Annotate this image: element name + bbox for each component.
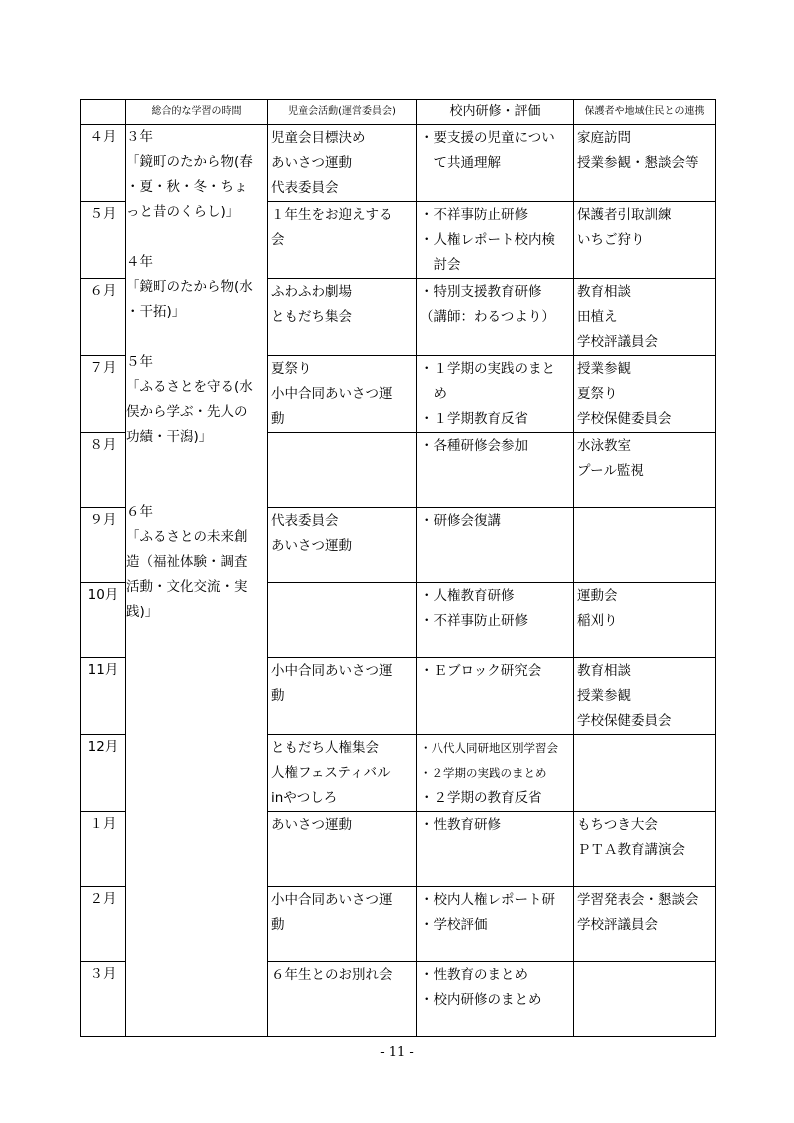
community-line: 学校保健委員会 [577,713,672,729]
community-line: 授業参観・懇談会等 [577,155,699,171]
month-cell: ２月 [81,887,126,962]
integrated-study-line: 造（福祉体験・調査 [126,554,248,570]
school-training-cell [417,658,574,735]
integrated-study-line: 「鏡町のたから物(水 [126,279,253,295]
integrated-study-line: 俣から学ぶ・先人の [126,404,248,420]
community-cell [574,125,716,202]
student-council-line: 代表委員会 [271,513,339,529]
school-training-line: ・不祥事防止研修 [420,613,528,629]
student-council-line: 人権フェスティバル [271,765,391,781]
student-council-line: ふわふわ劇場 [271,284,352,300]
integrated-study-line [126,225,267,250]
student-council-line: 小中合同あいさつ運 [271,386,393,402]
integrated-study-line [126,475,267,500]
school-training-line: ・人権レポート校内検 [420,232,555,248]
student-council-cell [268,433,417,508]
community-cell [574,583,716,658]
school-training-cell [417,125,574,202]
integrated-study-line: 践)」 [126,604,159,620]
integrated-study-line: ・夏・秋・冬・ちょ [126,179,248,195]
community-line: 教育相談 [577,663,631,679]
integrated-study-line: ６年 [126,504,153,520]
school-training-line: ・学校評価 [420,917,488,933]
community-line: 田植え [577,309,618,325]
school-training-cell [417,812,574,887]
annual-plan-table [80,99,716,1037]
community-line: 授業参観 [577,688,631,704]
community-line: ＰＴＡ教育講演会 [577,842,685,858]
integrated-study-line: ５年 [126,354,153,370]
school-training-cell [417,356,574,433]
school-training-cell [417,433,574,508]
school-training-line: 討会 [420,257,461,273]
header-row [81,100,716,125]
school-training-line: ・２学期の教育反省 [420,790,542,806]
integrated-study-line [126,325,267,350]
month-cell: ４月 [81,125,126,202]
school-training-line: ・Ｅブロック研究会 [420,663,542,679]
integrated-study-line: 「ふるさとの未来創 [126,529,248,545]
student-council-line: 児童会目標決め [271,130,366,146]
community-cell [574,735,716,812]
student-council-cell [268,658,417,735]
community-cell [574,433,716,508]
school-training-line: ・研修会復講 [420,513,501,529]
community-cell [574,812,716,887]
school-training-line: （講師：わるつより） [420,309,555,325]
student-council-line: 会 [271,232,285,248]
student-council-cell [268,279,417,356]
school-training-cell [417,583,574,658]
student-council-line: １年生をお迎えする [271,207,393,223]
community-line: 学校評議員会 [577,334,658,350]
page-number: - 11 - [380,1045,414,1060]
integrated-study-cell [126,125,268,1037]
community-line: 授業参観 [577,361,631,377]
school-training-line: ・特別支援教育研修 [420,284,542,300]
school-training-cell [417,735,574,812]
month-cell: ５月 [81,202,126,279]
student-council-line: inやつしろ [271,790,338,806]
school-training-line: ・八代人同研地区別学習会 [420,741,558,755]
school-training-line: ・不祥事防止研修 [420,207,528,223]
community-cell [574,962,716,1037]
community-cell [574,356,716,433]
student-council-line: あいさつ運動 [271,538,352,554]
community-cell [574,202,716,279]
community-line: プール監視 [577,463,644,479]
month-cell: ３月 [81,962,126,1037]
student-council-cell [268,812,417,887]
month-cell: ６月 [81,279,126,356]
month-row [81,125,716,202]
community-cell [574,658,716,735]
school-training-line: ・各種研修会参加 [420,438,528,454]
community-line: 家庭訪問 [577,130,631,146]
integrated-study-line: っと昔のくらし)」 [126,204,240,220]
integrated-study-line: 「ふるさとを守る(水 [126,379,253,395]
school-training-line: ・性教育のまとめ [420,967,528,983]
month-cell: 11月 [81,658,126,735]
student-council-line: ６年生とのお別れ会 [271,967,393,983]
student-council-cell [268,887,417,962]
integrated-study-line: 功績・干潟)」 [126,429,213,445]
integrated-study-line: ３年 [126,129,153,145]
student-council-line: ともだち人権集会 [271,740,379,756]
student-council-line: 動 [271,917,285,933]
school-training-cell [417,962,574,1037]
student-council-cell [268,583,417,658]
community-line: いちご狩り [577,232,645,248]
header-school-training: 校内研修・評価 [417,100,574,125]
school-training-cell [417,887,574,962]
student-council-line: 小中合同あいさつ運 [271,663,393,679]
month-cell: １月 [81,812,126,887]
school-training-line: ・１学期教育反省 [420,411,528,427]
integrated-study-line: 活動・文化交流・実 [126,579,248,595]
header-month [81,100,126,125]
community-line: 教育相談 [577,284,631,300]
student-council-cell [268,962,417,1037]
student-council-line: あいさつ運動 [271,817,352,833]
school-training-line: ・１学期の実践のまと [420,361,555,377]
school-training-line: ・人権教育研修 [420,588,515,604]
community-line: もちつき大会 [577,817,658,833]
community-line: 保護者引取訓練 [577,207,672,223]
header-student-council: 児童会活動(運営委員会) [268,100,417,125]
student-council-line: 動 [271,411,285,427]
student-council-line: 夏祭り [271,361,312,377]
school-training-line: て共通理解 [420,155,501,171]
student-council-cell [268,202,417,279]
community-line: 水泳教室 [577,438,631,454]
integrated-study-line: ４年 [126,254,153,270]
community-line: 学校評議員会 [577,917,658,933]
school-training-line: ・２学期の実践のまとめ [420,766,547,780]
school-training-line: ・校内研修のまとめ [420,992,542,1008]
month-cell: ９月 [81,508,126,583]
school-training-cell [417,202,574,279]
school-training-cell [417,279,574,356]
month-cell: ７月 [81,356,126,433]
student-council-cell [268,735,417,812]
month-cell: 12月 [81,735,126,812]
student-council-cell [268,508,417,583]
integrated-study-line [126,450,267,475]
school-training-line: め [420,386,447,402]
student-council-line: 動 [271,688,285,704]
community-line: 運動会 [577,588,618,604]
month-cell: 10月 [81,583,126,658]
integrated-study-line: 「鏡町のたから物(春 [126,154,253,170]
month-cell: ８月 [81,433,126,508]
community-line: 夏祭り [577,386,618,402]
header-integrated-study: 総合的な学習の時間 [126,100,268,125]
community-cell [574,279,716,356]
student-council-cell [268,356,417,433]
student-council-line: 代表委員会 [271,180,339,196]
community-line: 学校保健委員会 [577,411,672,427]
school-training-line: ・性教育研修 [420,817,501,833]
student-council-cell [268,125,417,202]
community-line: 稲刈り [577,613,618,629]
school-training-line: ・要支援の児童につい [420,130,555,146]
student-council-line: 小中合同あいさつ運 [271,892,393,908]
student-council-line: ともだち集会 [271,309,352,325]
header-community: 保護者や地域住民との連携 [574,100,716,125]
student-council-line: あいさつ運動 [271,155,352,171]
school-training-cell [417,508,574,583]
community-cell [574,508,716,583]
integrated-study-line: ・干拓)」 [126,304,186,320]
community-line: 学習発表会・懇談会 [577,892,699,908]
school-training-line: ・校内人権レポート研 [420,892,555,908]
community-cell [574,887,716,962]
